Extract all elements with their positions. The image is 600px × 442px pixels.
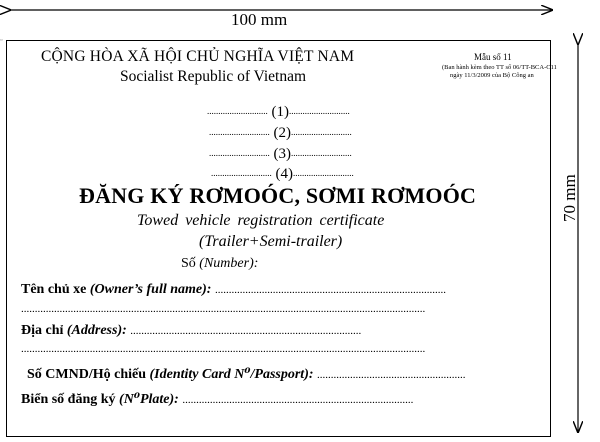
country-name-en: Socialist Republic of Vietnam <box>120 68 307 85</box>
id-card-field: Số CMND/Hộ chiếu (Identity Card N⁰/Passport): ...................................................... <box>27 367 466 382</box>
form-note-line1: (Ban hành kèm theo TT số 06/TT-BCA-C11 <box>442 64 557 71</box>
certificate-subtitle: (Trailer+Semi-trailer) <box>199 233 343 250</box>
width-label: 100 mm <box>231 10 288 29</box>
number-field: Số (Number): <box>181 256 259 271</box>
owner-name-field: Tên chủ xe (Owner’s full name): .................................................................................... <box>21 282 446 297</box>
number-line-1: ........................... (1)........................... <box>207 104 350 120</box>
plate-field: Biển số đăng ký (N⁰Plate): .................................................................................... <box>21 392 414 407</box>
certificate-card <box>6 40 557 437</box>
height-label: 70 mm <box>560 174 579 222</box>
certificate-title-en: Towed vehicle registration certificate <box>137 212 385 229</box>
country-name-vn: CỘNG HÒA XÃ HỘI CHỦ NGHĨA VIỆT NAM <box>41 48 355 65</box>
number-line-2: ........................... (2)........................... <box>209 125 352 141</box>
owner-name-continuation: ................................................................................................................................................... <box>21 303 426 315</box>
number-line-3: ........................... (3)........................... <box>209 146 352 162</box>
address-field: Địa chỉ (Address): .................................................................................... <box>21 323 362 338</box>
certificate-title-vn: ĐĂNG KÝ RƠMOÓC, SƠMI RƠMOÓC <box>79 183 477 208</box>
form-code: Mẫu số 11 <box>474 52 512 62</box>
number-line-4: ........................... (4)........................... <box>211 166 354 182</box>
form-note-line2: ngày 11/3/2009 của Bộ Công an <box>450 72 534 79</box>
anchor-icon: ▫ <box>0 36 3 44</box>
address-continuation: ................................................................................................................................................... <box>21 343 426 355</box>
